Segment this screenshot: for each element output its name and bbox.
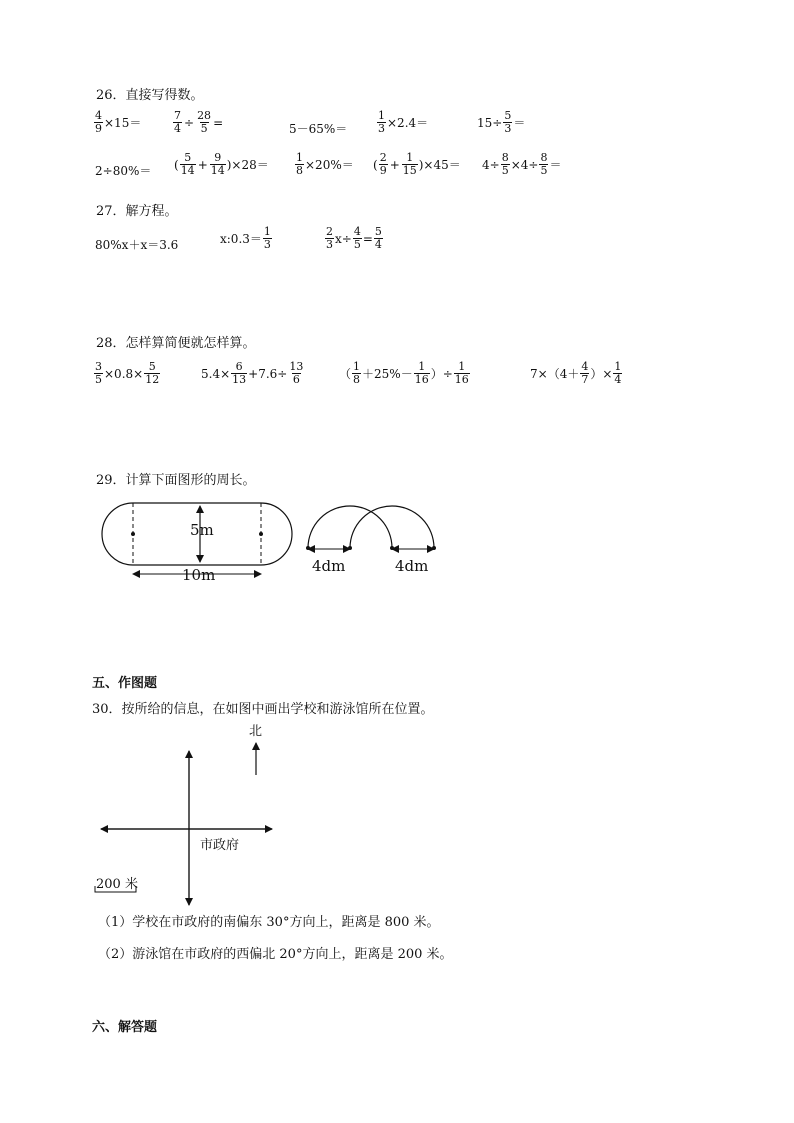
label-right-diameter: 4dm (395, 557, 429, 575)
q28-expr-2: 5.4× $\frac{6}{13}$ +7.6÷ $\frac{13}{6}$ (201, 360, 304, 386)
q28-title: 28．怎样算简便就怎样算。 (96, 336, 256, 351)
q26-expr-9: ( 2 9 + $\frac{1}{15}$ )×45＝ (373, 151, 461, 177)
q27-equation-2: x:0.3＝ 1 3 (220, 225, 271, 251)
semicircles-shape (306, 506, 436, 550)
q26-expr-10: 4÷ $\frac{8}{5}$ ×4÷ $\frac{8}{5}$ ＝ (482, 151, 562, 177)
q26-expr-6: 2÷80%＝ (95, 164, 152, 178)
section-6-title: 六、解答题 (92, 1020, 158, 1035)
q26-expr-1: $\frac{4}{9}$ ×15＝ (95, 109, 142, 135)
q26-expr-3: 5－65%＝ (289, 122, 348, 136)
north-label: 北 (249, 724, 263, 739)
q27-title: 27．解方程。 (96, 204, 178, 219)
q26-title: 26．直接写得数。 (96, 88, 204, 103)
label-height: 5m (190, 521, 214, 539)
scale-label: 200 米 (96, 877, 138, 892)
q28-expr-3: （ 1 8 ＋25%－ 1 16 ）÷ $\frac{1}{16}$ (339, 360, 469, 386)
q29-title: 29．计算下面图形的周长。 (96, 473, 256, 488)
center-label: 市政府 (200, 838, 240, 853)
q26-expr-5: 15÷ $\frac{5}{3}$ ＝ (477, 109, 526, 135)
q26-expr-8: $\frac{1}{8}$ ×20%＝ (296, 151, 354, 177)
label-left-diameter: 4dm (312, 557, 346, 575)
q26-expr-7: ( 5 14 + $\frac{9}{14}$ )×28＝ (174, 151, 269, 177)
section-5-title: 五、作图题 (92, 676, 158, 691)
q30-title: 30．按所给的信息，在如图中画出学校和游泳馆所在位置。 (92, 702, 434, 717)
q26-expr-4: $\frac{1}{3}$ ×2.4＝ (378, 109, 429, 135)
q27-equation-1: 80%x＋x＝3.6 (95, 238, 179, 252)
q30-item-1: （1）学校在市政府的南偏东 30°方向上，距离是 800 米。 (98, 915, 440, 930)
q28-expr-4: 7×（4＋ 4 7 ）× $\frac{1}{4}$ (530, 360, 622, 386)
fraction: $\frac{4}{9}$ (95, 109, 102, 135)
label-width: 10m (182, 566, 216, 584)
q26-expr-2: $\frac{7}{4}$ ÷ $\frac{28}{5}$ = (174, 109, 224, 135)
q27-equation-3: 2 3 x÷ $\frac{4}{5}$ = $\frac{5}{4}$ (326, 225, 382, 251)
q28-expr-1: $\frac{3}{5}$ ×0.8× $\frac{5}{12}$ (95, 360, 160, 386)
q30-item-2: （2）游泳馆在市政府的西偏北 20°方向上，距离是 200 米。 (98, 947, 453, 962)
